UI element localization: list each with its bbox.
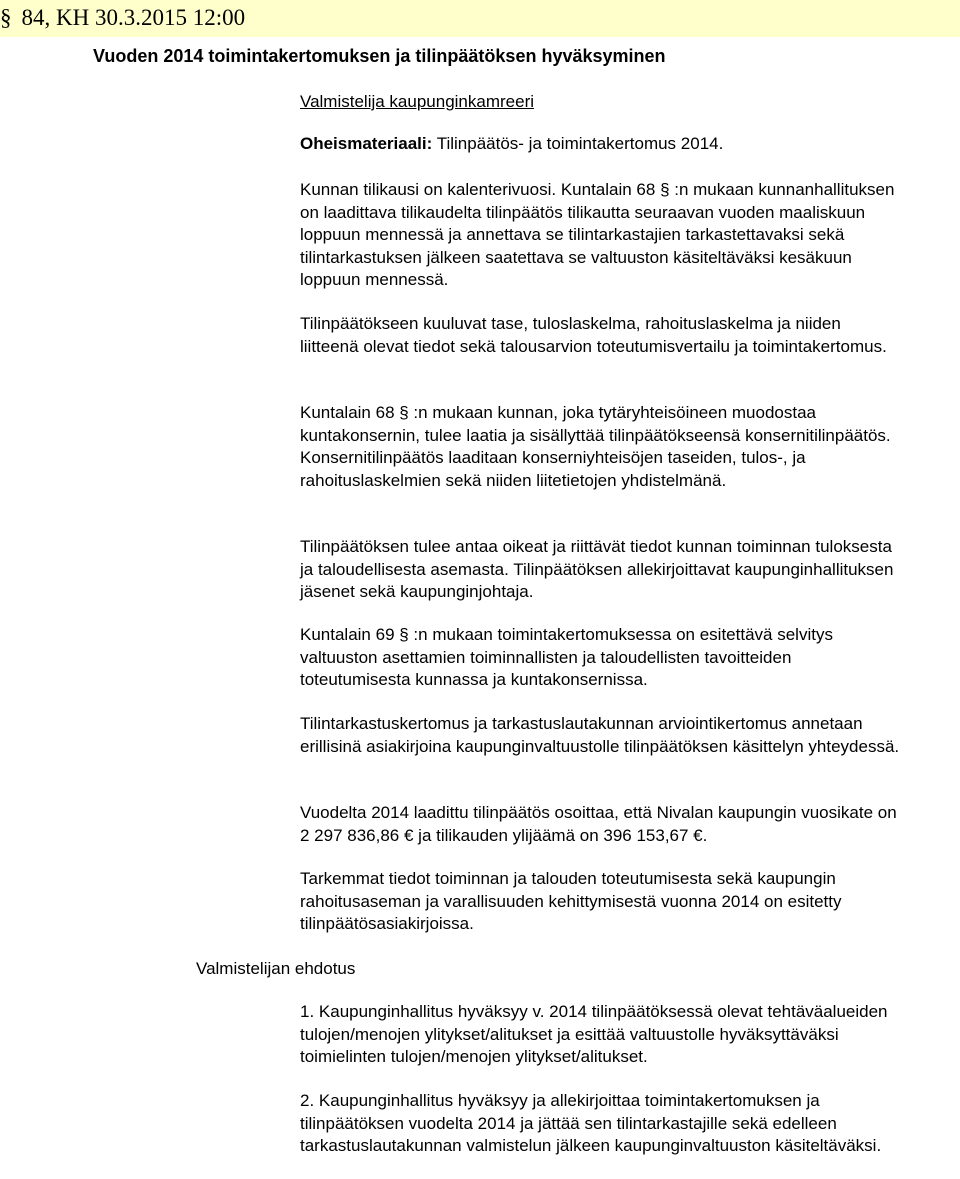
attachments-label: Oheismateriaali: — [300, 134, 433, 153]
paragraph-group-financial-statement: Kuntalain 68 § :n mukaan kunnan, joka tytäryhteisöineen muodostaa kuntakonsernin, tulee laatia ja sisällyttää tilinpäätökseensä konsernitilinpäätös. Konsernitilinpäätös laaditaan konserniyhteisöjen taseiden, tulos-, ja rahoituslaskelmien sekä niiden liitetietojen yhdistelmänä. — [300, 403, 891, 490]
proposal-item-1: 1. Kaupunginhallitus hyväksyy v. 2014 tilinpäätöksessä olevat tehtäväalueiden tulojen/menojen ylitykset/alitukset ja esittää valtuustolle hyväksyttäväksi toimielinten tulojen/menojen ylitykset/alitukset. — [300, 1002, 888, 1067]
meeting-header — [0, 4, 245, 32]
proposal-label: Valmistelijan ehdotus — [196, 959, 356, 978]
paragraph-financial-result: Vuodelta 2014 laadittu tilinpäätös osoittaa, että Nivalan kaupungin vuosikate on 2 297 836,86 € ja tilikauden ylijäämä on 396 153,67 €. — [300, 803, 897, 845]
paragraph-further-details: Tarkemmat tiedot toiminnan ja talouden toteutumisesta sekä kaupungin rahoitusaseman ja varallisuuden kehittymisestä vuonna 2014 on esitetty tilinpäätösasiakirjoissa. — [300, 869, 842, 934]
header-bar — [0, 0, 960, 37]
paragraph-true-and-fair-view: Tilinpäätöksen tulee antaa oikeat ja riittävät tiedot kunnan toiminnan tuloksesta ja taloudellisesta asemasta. Tilinpäätöksen allekirjoittavat kaupunginhallituksen jäsenet sekä kaupunginjohtaja. — [300, 537, 894, 602]
paragraph-financial-statement-contents: Tilinpäätökseen kuuluvat tase, tuloslaskelma, rahoituslaskelma ja niiden liitteenä olevat tiedot sekä talousarvion toteutumisvertailu ja toimintakertomus. — [300, 314, 887, 356]
paragraph-fiscal-year: Kunnan tilikausi on kalenterivuosi. Kuntalain 68 § :n mukaan kunnanhallituksen on laadittava tilikaudelta tilinpäätös tilikautta seuraavan vuoden maaliskuun loppuun mennessä ja annettava se tilintarkastajien tarkastettavaksi sekä tilintarkastuksen jälkeen saatettava se valtuuston käsiteltäväksi kesäkuun loppuun mennessä. — [300, 180, 895, 290]
preparer-line: Valmistelija kaupunginkamreeri — [300, 92, 535, 111]
meeting-reference: 84, KH 30.3.2015 12:00 — [21, 5, 246, 30]
attachments-line — [300, 133, 723, 155]
section-symbol: § — [0, 5, 12, 30]
attachments-value: Tilinpäätös- ja toimintakertomus 2014. — [436, 134, 724, 153]
paragraph-audit-report: Tilintarkastuskertomus ja tarkastuslautakunnan arviointikertomus annetaan erillisinä asiakirjoina kaupunginvaltuustolle tilinpäätöksen käsittelyn yhteydessä. — [300, 714, 900, 756]
proposal-item-2: 2. Kaupunginhallitus hyväksyy ja allekirjoittaa toimintakertomuksen ja tilinpäätöksen vuodelta 2014 ja jättää sen tilintarkastajille sekä edelleen tarkastuslautakunnan valmistelun jälkeen kaupunginvaltuuston käsiteltäväksi. — [300, 1091, 882, 1156]
document-title: Vuoden 2014 toimintakertomuksen ja tilinpäätöksen hyväksyminen — [93, 46, 666, 66]
paragraph-annual-report-requirement: Kuntalain 69 § :n mukaan toimintakertomuksessa on esitettävä selvitys valtuuston asettamien toiminnallisten ja taloudellisten tavoitteiden toteutumisesta kunnassa ja kuntakonsernissa. — [300, 625, 833, 690]
